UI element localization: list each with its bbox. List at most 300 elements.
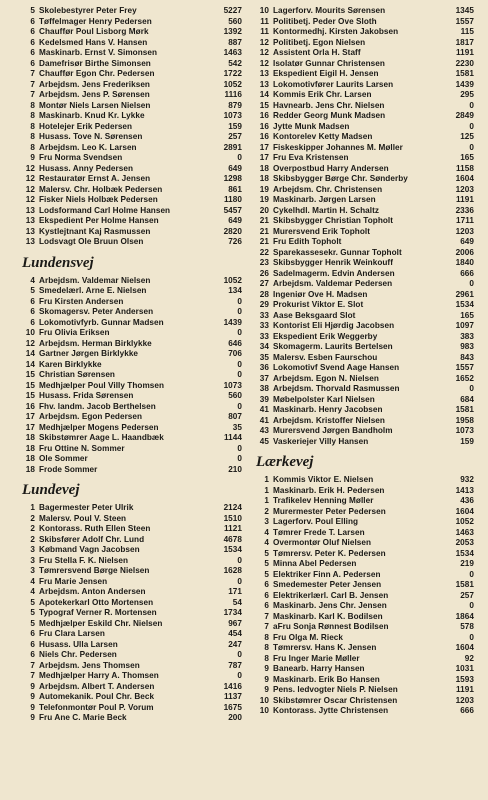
- list-item: [22, 619, 242, 630]
- house-number: 7: [264, 622, 269, 631]
- house-number: 17: [25, 412, 35, 421]
- list-item: [22, 524, 242, 535]
- income-value: 1722: [223, 69, 242, 78]
- house-number: 16: [25, 401, 35, 411]
- income-value: 0: [469, 601, 474, 610]
- resident-name: Lagerforv. Poul Elling: [273, 517, 359, 526]
- house-number: 9: [264, 685, 269, 694]
- resident-name: Minna Abel Pedersen: [273, 559, 357, 568]
- house-number: 7: [30, 79, 35, 89]
- house-number: 9: [30, 692, 35, 701]
- income-value: 1652: [455, 373, 474, 383]
- list-item: [22, 237, 242, 248]
- income-value: 983: [460, 342, 474, 351]
- list-item: [22, 545, 242, 556]
- resident-name: Ekspedient Eigil H. Jensen: [273, 69, 379, 78]
- resident-name: Lokomotivfører Laurits Larsen: [273, 79, 394, 89]
- income-value: 0: [469, 279, 474, 288]
- income-value: 1392: [223, 27, 242, 36]
- resident-name: aFru Sonja Rønnest Bodilsen: [273, 622, 389, 631]
- street-heading-lundensvej: Lundensvej: [22, 254, 94, 271]
- resident-name: Skibstømrer Oscar Christensen: [273, 695, 398, 705]
- list-item: [22, 412, 242, 423]
- list-item: [22, 17, 242, 28]
- house-number: 10: [259, 695, 269, 705]
- house-number: 5: [30, 608, 35, 617]
- resident-name: Niels Chr. Pedersen: [39, 650, 117, 659]
- house-number: 15: [25, 380, 35, 390]
- house-number: 15: [25, 370, 35, 379]
- resident-name: Medhjælper Eskild Chr. Nielsen: [39, 618, 163, 628]
- resident-name: Maskinarb. Jens Chr. Jensen: [273, 601, 387, 610]
- income-value: 1439: [223, 317, 242, 327]
- house-number: 6: [264, 580, 269, 589]
- list-item: [256, 395, 474, 406]
- income-value: 0: [469, 100, 474, 110]
- income-value: 1116: [224, 90, 242, 99]
- resident-name: Fru Olivia Eriksen: [39, 328, 110, 337]
- income-value: 1413: [455, 485, 474, 495]
- income-value: 1052: [223, 79, 242, 89]
- list-item: [256, 237, 474, 248]
- income-value: 649: [228, 163, 242, 173]
- resident-name: Medhjælper Poul Villy Thomsen: [39, 380, 165, 390]
- income-value: 0: [237, 328, 242, 337]
- list-item: [256, 416, 474, 427]
- resident-name: Vaskeriejer Villy Hansen: [273, 436, 369, 446]
- house-number: 8: [30, 111, 35, 120]
- left-column: [22, 6, 242, 724]
- house-number: 4: [30, 587, 35, 596]
- house-number: 35: [259, 352, 269, 362]
- resident-name: Møbelpolster Karl Nielsen: [273, 394, 375, 404]
- income-value: 92: [464, 653, 474, 663]
- house-number: 12: [25, 195, 35, 204]
- list-item: [256, 38, 474, 49]
- house-number: 11: [260, 16, 269, 26]
- house-number: 22: [259, 247, 269, 257]
- income-value: 1052: [455, 517, 474, 526]
- resident-name: Lokomotivf Svend Aage Hansen: [273, 363, 400, 372]
- income-value: 1840: [455, 258, 474, 267]
- income-value: 1675: [223, 702, 242, 712]
- list-item: [256, 622, 474, 633]
- income-value: 1864: [455, 611, 474, 621]
- resident-name: Tøffelmager Henry Pedersen: [39, 16, 152, 26]
- resident-name: Ekspedient Per Holme Hansen: [39, 216, 159, 225]
- house-number: 18: [259, 174, 269, 183]
- house-number: 13: [259, 69, 269, 78]
- house-number: 16: [259, 132, 269, 141]
- resident-name: Arbejdsm. Jens Thomsen: [39, 660, 140, 670]
- list-item: [256, 311, 474, 322]
- list-item: [256, 643, 474, 654]
- income-value: 383: [460, 331, 474, 341]
- list-item: [256, 59, 474, 70]
- income-value: 0: [237, 296, 242, 306]
- resident-name: Hotelejer Erik Pedersen: [39, 121, 133, 131]
- resident-name: Isolatør Gunnar Christensen: [273, 58, 385, 68]
- resident-name: Arbejdsm. Kristoffer Nielsen: [273, 415, 385, 425]
- resident-name: Trafikelev Henning Møller: [273, 496, 374, 505]
- income-value: 247: [228, 639, 242, 649]
- income-value: 0: [237, 401, 242, 411]
- house-number: 18: [25, 464, 35, 474]
- house-number: 14: [259, 90, 269, 99]
- house-number: 5: [30, 618, 35, 628]
- income-value: 159: [228, 121, 242, 131]
- house-number: 33: [259, 310, 269, 320]
- income-value: 1557: [455, 363, 474, 372]
- resident-name: Arbejdsm. Thorvald Rasmussen: [273, 384, 400, 393]
- list-item: [256, 132, 474, 143]
- resident-name: Chauffør Egon Chr. Pedersen: [39, 69, 155, 78]
- list-item: [256, 384, 474, 395]
- resident-name: Sadelmagerm. Edvin Andersen: [273, 268, 395, 278]
- income-value: 726: [228, 237, 242, 246]
- list-item: [22, 650, 242, 661]
- income-value: 1604: [455, 643, 474, 652]
- house-number: 10: [259, 706, 269, 715]
- resident-name: Chauffør Poul Lisborg Mørk: [39, 27, 149, 36]
- resident-name: Skolebestyrer Peter Frey: [39, 6, 137, 15]
- list-item: [22, 692, 242, 703]
- income-value: 0: [237, 370, 242, 379]
- list-item: [256, 538, 474, 549]
- resident-name: Fru Marie Jensen: [39, 576, 108, 586]
- list-item: [256, 6, 474, 17]
- resident-name: Maskinarb. Erik H. Pedersen: [273, 485, 385, 495]
- house-number: 12: [25, 163, 35, 173]
- income-value: 200: [228, 713, 242, 722]
- house-number: 15: [25, 391, 35, 400]
- list-item: [256, 580, 474, 591]
- list-item: [256, 69, 474, 80]
- list-item: [22, 286, 242, 297]
- resident-name: Ole Sommer: [39, 454, 88, 463]
- income-value: 0: [469, 121, 474, 131]
- house-number: 6: [30, 317, 35, 327]
- resident-name: Jytte Munk Madsen: [273, 121, 350, 131]
- resident-name: Skibstømrer Aage L. Haandbæk: [39, 433, 164, 442]
- list-item: [22, 465, 242, 476]
- house-number: 13: [25, 205, 35, 215]
- resident-name: Montør Niels Larsen Nielsen: [39, 100, 151, 110]
- house-number: 41: [259, 415, 269, 425]
- list-item: [256, 517, 474, 528]
- list-item: [22, 577, 242, 588]
- resident-name: Lodsformand Carl Holme Hansen: [39, 205, 171, 215]
- house-number: 5: [264, 559, 269, 568]
- income-value: 1073: [223, 380, 242, 390]
- house-number: 21: [259, 216, 269, 225]
- resident-name: Medhjælper Harry A. Thomsen: [39, 671, 159, 680]
- list-item: [256, 101, 474, 112]
- house-number: 29: [259, 300, 269, 309]
- list-item: [22, 444, 242, 455]
- house-number: 2: [30, 534, 35, 544]
- income-value: 0: [237, 671, 242, 680]
- resident-name: Ekspedient Erik Weggerby: [273, 331, 378, 341]
- house-number: 21: [259, 237, 269, 246]
- house-number: 14: [25, 349, 35, 358]
- income-value: 0: [237, 454, 242, 463]
- resident-name: Skibsbygger Henrik Weinkouff: [273, 258, 393, 267]
- house-number: 33: [259, 321, 269, 330]
- resident-name: Kedelsmed Hans V. Hansen: [39, 37, 148, 47]
- income-value: 1958: [455, 415, 474, 425]
- left-top-list: [22, 6, 242, 248]
- resident-name: Fru Ottine N. Sommer: [39, 443, 125, 453]
- resident-name: Fru Eva Kristensen: [273, 153, 349, 162]
- resident-name: Aase Beksgaard Slot: [273, 310, 356, 320]
- resident-name: Typograf Verner R. Mortensen: [39, 608, 157, 617]
- resident-name: Murermester Peter Pedersen: [273, 506, 386, 516]
- income-value: 219: [460, 559, 474, 568]
- income-value: 2336: [455, 205, 474, 215]
- list-item: [22, 391, 242, 402]
- list-item: [22, 381, 242, 392]
- resident-name: Kontorist Eli Hjørdig Jacobsen: [273, 321, 395, 330]
- house-number: 8: [264, 643, 269, 652]
- list-item: [22, 328, 242, 339]
- resident-name: Tømrersv. Peter K. Pedersen: [273, 548, 386, 558]
- income-value: 967: [228, 618, 242, 628]
- income-value: 843: [460, 352, 474, 362]
- list-item: [22, 682, 242, 693]
- resident-name: Redder Georg Munk Madsen: [273, 111, 386, 120]
- list-item: [256, 269, 474, 280]
- house-number: 17: [259, 142, 269, 152]
- list-item: [22, 276, 242, 287]
- income-value: 560: [228, 16, 242, 26]
- resident-name: Lokomotivfyrb. Gunnar Madsen: [39, 317, 164, 327]
- list-item: [22, 423, 242, 434]
- income-value: 1463: [455, 527, 474, 537]
- resident-name: Lodsvagt Ole Bruun Olsen: [39, 237, 144, 246]
- resident-name: Politibetj. Egon Nielsen: [273, 37, 366, 47]
- house-number: 27: [259, 279, 269, 288]
- list-item: [22, 111, 242, 122]
- list-item: [22, 185, 242, 196]
- list-item: [22, 640, 242, 651]
- resident-name: Skomagerm. Laurits Bertelsen: [273, 342, 393, 351]
- income-value: 1581: [455, 405, 474, 414]
- resident-name: Kommis Erik Chr. Larsen: [273, 90, 372, 99]
- resident-name: Fru Clara Larsen: [39, 629, 105, 638]
- house-number: 8: [30, 132, 35, 141]
- income-value: 0: [469, 632, 474, 642]
- resident-name: Fru Norma Svendsen: [39, 153, 123, 162]
- house-number: 36: [259, 363, 269, 372]
- street-heading-laerkevej: Lærkevej: [256, 454, 314, 470]
- resident-name: Murersvend Jørgen Bandholm: [273, 426, 393, 435]
- list-item: [256, 601, 474, 612]
- house-number: 3: [30, 545, 35, 554]
- list-item: [256, 675, 474, 686]
- list-item: [256, 164, 474, 175]
- income-value: 257: [228, 132, 242, 141]
- house-number: 8: [30, 121, 35, 131]
- resident-name: Skibsbygger Børge Chr. Sønderby: [273, 174, 408, 183]
- resident-name: Kontorass. Ruth Ellen Steen: [39, 524, 151, 533]
- list-item: [22, 514, 242, 525]
- list-item: [22, 556, 242, 567]
- resident-name: Husass. Anny Pedersen: [39, 163, 134, 173]
- income-value: 159: [460, 436, 474, 446]
- list-item: [256, 633, 474, 644]
- list-item: [22, 703, 242, 714]
- list-item: [256, 612, 474, 623]
- house-number: 20: [259, 205, 269, 215]
- house-number: 45: [259, 436, 269, 446]
- resident-name: Assistent Orla H. Staff: [273, 48, 361, 57]
- resident-name: Fru Edith Topholt: [273, 237, 342, 246]
- list-item: [256, 290, 474, 301]
- income-value: 0: [237, 443, 242, 453]
- house-number: 6: [264, 601, 269, 610]
- list-item: [256, 206, 474, 217]
- resident-name: Arbejdsm. Chr. Christensen: [273, 184, 383, 194]
- income-value: 2849: [455, 111, 474, 120]
- resident-name: Bagermester Peter Ulrik: [39, 503, 134, 512]
- income-value: 2124: [223, 503, 242, 512]
- income-value: 2891: [223, 142, 242, 152]
- right-column: [256, 6, 474, 724]
- income-value: 0: [469, 384, 474, 393]
- income-value: 0: [237, 576, 242, 586]
- income-value: 1298: [223, 174, 242, 183]
- house-number: 21: [259, 226, 269, 236]
- list-item: [22, 38, 242, 49]
- house-number: 12: [25, 338, 35, 348]
- income-value: 1416: [223, 681, 242, 691]
- columns: [22, 6, 474, 724]
- list-item: [256, 258, 474, 269]
- income-value: 879: [228, 100, 242, 110]
- resident-name: Husass. Frida Sørensen: [39, 391, 134, 400]
- income-value: 649: [228, 216, 242, 225]
- resident-name: Arbejdsm. Leo K. Larsen: [39, 142, 137, 152]
- resident-name: Kontorelev Ketty Madsen: [273, 132, 373, 141]
- list-item: [22, 587, 242, 598]
- resident-name: Fru Stella F. K. Nielsen: [39, 555, 129, 565]
- list-item: [22, 27, 242, 38]
- income-value: 1203: [455, 184, 474, 194]
- house-number: 9: [264, 664, 269, 673]
- income-value: 1711: [456, 216, 474, 225]
- resident-name: Automekanik. Poul Chr. Beck: [39, 692, 155, 701]
- income-value: 1191: [456, 195, 474, 204]
- house-number: 10: [25, 328, 35, 337]
- resident-name: Maskinarb. Jørgen Larsen: [273, 195, 376, 204]
- house-number: 7: [30, 90, 35, 99]
- resident-name: Fhv. landm. Jacob Berthelsen: [39, 401, 156, 411]
- list-item: [22, 433, 242, 444]
- house-number: 9: [30, 681, 35, 691]
- list-item: [22, 566, 242, 577]
- income-value: 125: [460, 132, 474, 141]
- house-number: 26: [259, 268, 269, 278]
- list-item: [256, 216, 474, 227]
- income-value: 1534: [223, 545, 242, 554]
- list-item: [256, 122, 474, 133]
- resident-name: Skibsbygger Christian Topholt: [273, 216, 394, 225]
- house-number: 12: [259, 58, 269, 68]
- house-number: 7: [30, 660, 35, 670]
- list-item: [22, 661, 242, 672]
- house-number: 1: [264, 475, 269, 484]
- house-number: 12: [25, 184, 35, 194]
- list-item: [256, 227, 474, 238]
- income-value: 706: [228, 349, 242, 358]
- list-item: [22, 318, 242, 329]
- house-number: 7: [30, 69, 35, 78]
- income-value: 134: [228, 286, 242, 295]
- house-number: 9: [264, 674, 269, 684]
- income-value: 1144: [224, 433, 242, 442]
- house-number: 6: [30, 27, 35, 36]
- income-value: 295: [460, 90, 474, 99]
- house-number: 4: [30, 576, 35, 586]
- list-item: [22, 216, 242, 227]
- list-item: [22, 608, 242, 619]
- house-number: 5: [264, 569, 269, 579]
- house-number: 38: [259, 384, 269, 393]
- list-item: [22, 297, 242, 308]
- income-value: 2820: [223, 226, 242, 236]
- list-item: [256, 374, 474, 385]
- resident-name: Telefonmontør Poul P. Vorum: [39, 702, 154, 712]
- list-item: [22, 69, 242, 80]
- income-value: 578: [460, 622, 474, 631]
- house-number: 8: [30, 100, 35, 110]
- income-value: 1180: [224, 195, 242, 204]
- resident-name: Damefrisør Birthe Simonsen: [39, 58, 151, 68]
- income-value: 171: [228, 587, 242, 596]
- resident-name: Kontorass. Jytte Christensen: [273, 706, 389, 715]
- house-number: 6: [30, 307, 35, 316]
- resident-name: Politibetj. Peder Ove Sloth: [273, 16, 377, 26]
- list-item: [22, 206, 242, 217]
- resident-name: Overpostbud Harry Andersen: [273, 163, 389, 173]
- resident-name: Ingeniør Ove H. Madsen: [273, 289, 368, 299]
- house-number: 6: [30, 48, 35, 57]
- list-item: [256, 342, 474, 353]
- resident-name: Frode Sommer: [39, 464, 98, 474]
- income-value: 2230: [455, 58, 474, 68]
- resident-name: Arbejdsm. Egon N. Nielsen: [273, 373, 379, 383]
- house-number: 13: [259, 79, 269, 89]
- list-item: [256, 363, 474, 374]
- house-number: 12: [259, 37, 269, 47]
- house-number: 12: [259, 48, 269, 57]
- income-value: 165: [460, 153, 474, 162]
- list-item: [256, 549, 474, 560]
- street-heading-lundevej: Lundevej: [22, 482, 80, 498]
- resident-name: Fru Olga M. Rieck: [273, 632, 344, 642]
- resident-name: Murersvend Erik Topholt: [273, 226, 370, 236]
- list-item: [22, 307, 242, 318]
- income-value: 1557: [455, 16, 474, 26]
- income-value: 5227: [223, 6, 242, 15]
- income-value: 1158: [456, 163, 474, 173]
- list-item: [256, 437, 474, 448]
- resident-name: Arbejdsm. Albert T. Andersen: [39, 681, 155, 691]
- income-value: 1534: [455, 548, 474, 558]
- house-number: 4: [30, 275, 35, 285]
- resident-name: Fisker Niels Holbæk Pedersen: [39, 195, 158, 204]
